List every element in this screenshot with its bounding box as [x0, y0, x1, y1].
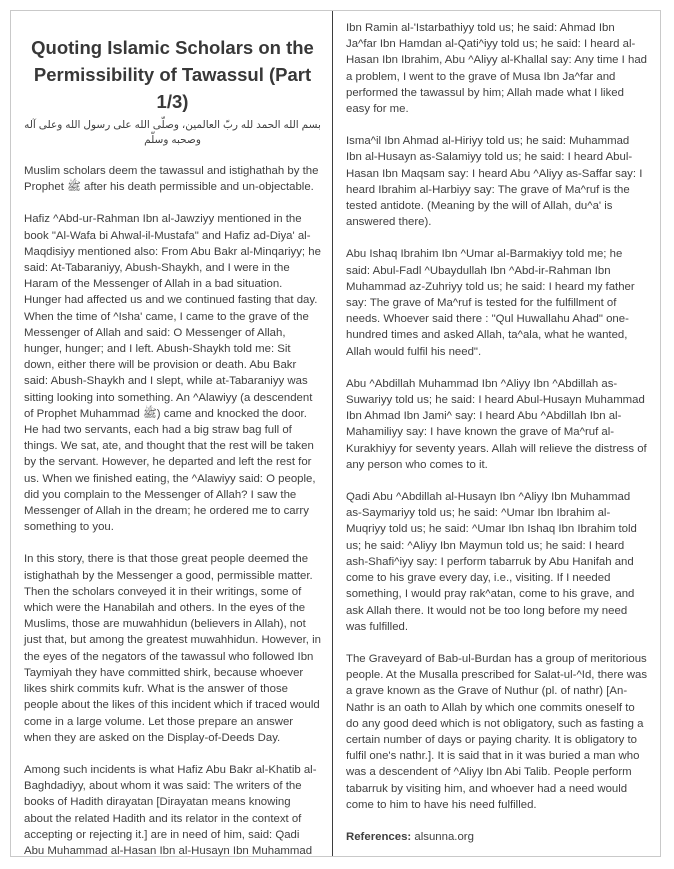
document-page: [10, 10, 661, 857]
paragraph: Abu ^Abdillah Muhammad Ibn ^Aliyy Ibn ^Abdillah as-Suwariyy told us; he said: I heard Abul-Husayn Muhammad Ibn Ahmad Ibn Jami^ say: I heard Abu ^Abdillah Ibn al-Mahamiliyy say: I have known the grave of Ma^ruf al-Kurakhiyy for seventy years. Allah will relieve the distress of any person who comes to it.: [346, 377, 647, 471]
paragraph: Isma^il Ibn Ahmad al-Hiriyy told us; he said: Muhammad Ibn al-Husayn as-Salamiyy told us; he said: I heard Abul-Hasan Ibn Maqsam say: I heard Abu ^Aliyy as-Saffar say: I heard Ibrahim al-Harbiyy say: The grave of Ma^ruf is the tested antidote. (Meaning by the will of Allah, du^a' is answered there).: [346, 135, 643, 229]
references-value: alsunna.org: [411, 830, 474, 843]
paragraph: Among such incidents is what Hafiz Abu Bakr al-Khatib al-Baghdadiyy, about whom it was said: The writers of the books of Hadith dirayatan [Dirayatan means knowing about the related Hadith and its relator in the context of accepting or rejecting it.] are in need of him, said: Qadi Abu Muhammad al-Hasan Ibn al-Husayn Ibn Muhammad: [24, 763, 317, 857]
page-title: Quoting Islamic Scholars on the Permissibility of Tawassul (Part 1/3): [31, 37, 314, 112]
paragraph: In this story, there is that those great people deemed the istighathah by the Messenger a good, permissible matter. Then the scholars conveyed it in their writings, some of which were the Hanabilah and others. In the eyes of the Muslims, those are muwahhidun (believers in Allah), not just that, but among the greatest muwahhidun. However, in the eyes of the negators of the tawassul who followed Ibn Taymiyah they have committed shirk, because whoever likes shirk commits kufr. What is the answer of those people about the likes of this incident which if traced would come in a large volume. Let those prepare an answer when they are asked on the Display-of-Deeds Day.: [24, 553, 321, 744]
paragraph: The Graveyard of Bab-ul-Burdan has a group of meritorious people. At the Musalla prescribed for Salat-ul-^Id, there was a grave known as the Grave of Nuthur (pl. of nathr) [An-Nathr is an oath to Allah by which one commits oneself to do any good deed which is not obligatory, such as fasting a certain number of days or paying charity. It is obligatory to fulfil one's nathr.]. It is said that in it was buried a man who was a descendent of ^Aliyy Ibn Abi Talib. People perform tabarruk by visiting him, and whoever had a need would come to him to have his need fulfilled.: [346, 652, 648, 811]
paragraph: Ibn Ramin al-'Istarbathiyy told us; he said: Ahmad Ibn Ja^far Ibn Hamdan al-Qati^iyy told us; he said: I heard al-Hasan Ibn Ibrahim, Abu ^Aliyy al-Khallal say: Any time I had a problem, I went to the grave of Musa Ibn Ja^far and performed the tawassul by him; Allah made what I liked easy for me.: [346, 22, 648, 116]
left-column: [11, 11, 332, 856]
paragraph: Muslim scholars deem the tawassul and istighathah by the Prophet ﷺ after his death permissible and un-objectable.: [24, 165, 319, 194]
references-label: References:: [346, 830, 412, 843]
paragraph: Hafiz ^Abd-ur-Rahman Ibn al-Jawziyy mentioned in the book "Al-Wafa bi Ahwal-il-Mustafa" and Hafiz ad-Diya' al-Maqdisiyy mentioned also: From Abu Bakr al-Minqariyy; he said: At-Tabaraniyy, Abush-Shaykh, and I were in the Haram of the Messenger of Allah in a bad situation. Hunger had affected us and we continued fasting that day. When the time of ^Isha' came, I came to the grave of the Messenger of Allah and said: O Messenger of Allah, hunger, hunger; and I left. Abush-Shaykh told me: Sit down, either there will be provision or death. Abu Bakr said: Abush-Shaykh and I slept, while at-Tabaraniyy was sitting looking into something. An ^Alawiyy (a descendent of Prophet Muhammad ﷺ) came and knocked the door. He had two servants, each had a big straw bag full of things. We sat, ate, and thought that the rest will be taken by the servant. However, he departed and left the rest for us. When we finished eating, the ^Alawiyy said: O people, did you complain to the Messenger of Allah? I saw the Messenger of Allah in the dream; he ordered me to carry something to you.: [24, 213, 321, 534]
two-column-layout: [11, 11, 660, 856]
paragraph: Qadi Abu ^Abdillah al-Husayn Ibn ^Aliyy Ibn Muhammad as-Saymariyy told us; he said: ^Umar Ibn Ibrahim al-Muqriyy told us; he said: ^Umar Ibn Ishaq Ibn Ibrahim told us; he said: ^Aliyy Ibn Maymun told us; he said: I heard ash-Shafi^iyy say: I perform tabarruk by Abu Hanifah and come to his grave every day, i.e., visiting. If I needed something, I would pray rak^atan, come to his grave, and ask Allah there. It would not be too long before my need was fulfilled.: [346, 491, 637, 633]
paragraph: Abu Ishaq Ibrahim Ibn ^Umar al-Barmakiyy told me; he said: Abul-Fadl ^Ubaydullah Ibn ^Abd-ir-Rahman Ibn Muhammad az-Zuhriyy told us; he said: I heard my father say: The grave of Ma^ruf is tested for the fulfillment of needs. Whoever said there : "Qul Huwallahu Ahad" one-hundred times and asked Allah, ta^ala, what he wanted, Allah would fulfil his need".: [346, 248, 635, 358]
right-column: [333, 11, 660, 856]
basmala-arabic-line: بسم الله الحمد لله ربّ العالمين، وصلّى الله على رسول الله وعلى آله وصحبه وسلّم: [24, 119, 321, 146]
references-line: [346, 829, 648, 845]
